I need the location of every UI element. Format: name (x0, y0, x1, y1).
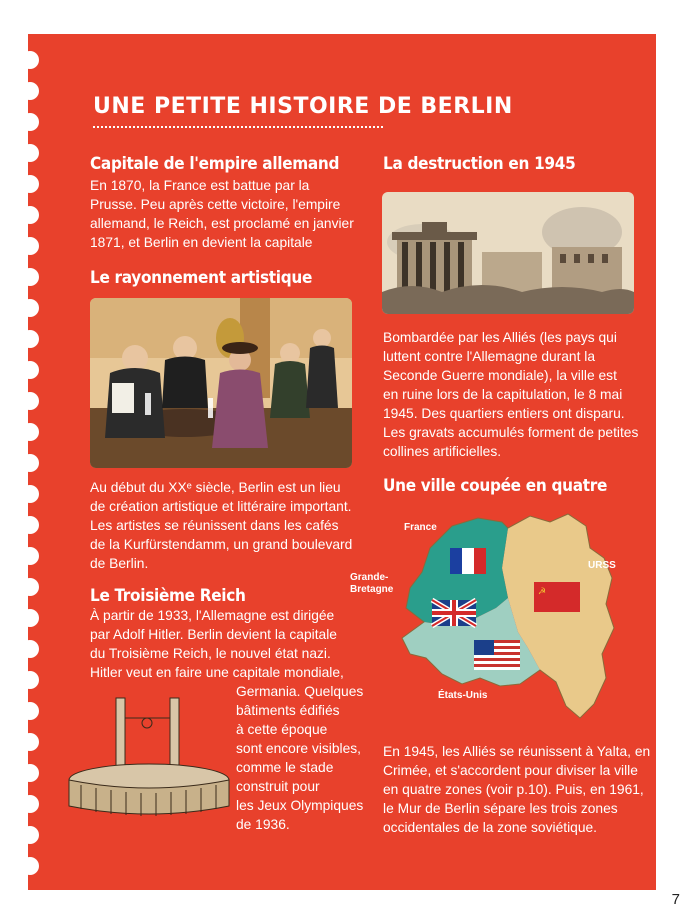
binding-hole (21, 423, 39, 441)
text-line: occidentales de la zone soviétique. (383, 820, 597, 835)
flag-france (450, 548, 486, 574)
map-label-gb: Grande- Bretagne (350, 572, 394, 595)
text-line: sont encore visibles, (236, 741, 362, 756)
binding-hole (21, 392, 39, 410)
binding-hole (21, 82, 39, 100)
binding-hole (21, 485, 39, 503)
binding-hole (21, 516, 39, 534)
text-rayonnement (90, 478, 352, 573)
page-number: 7 (671, 891, 680, 908)
svg-text:☭: ☭ (538, 587, 547, 597)
binding-hole (21, 268, 39, 286)
map-label-france: France (404, 522, 437, 533)
cafe-illustration (90, 298, 352, 468)
text-quatre (383, 742, 650, 837)
binding-hole (21, 702, 39, 720)
text-line: Les artistes se réunissent dans les cafés (90, 518, 339, 533)
binding-hole (21, 361, 39, 379)
text-line: En 1870, la France est battue par la (90, 178, 310, 193)
binding-hole (21, 547, 39, 565)
binding-hole (21, 826, 39, 844)
map-label-us: États-Unis (438, 690, 488, 701)
text-line: bâtiments édifiés (236, 703, 340, 718)
text-line: de création artistique et littéraire important. (90, 499, 352, 514)
text-line: construit pour (236, 779, 320, 794)
text-line: à cette époque (236, 722, 328, 737)
binding-hole (21, 733, 39, 751)
text-line: de Berlin. (90, 556, 149, 571)
olympic-stadium-illustration (66, 688, 232, 820)
flag-usa (474, 640, 520, 670)
text-line: À partir de 1933, l'Allemagne est dirigée (90, 608, 335, 623)
text-line: 1871, et Berlin en devient la capitale (90, 235, 313, 250)
text-line: de 1936. (236, 817, 290, 832)
spiral-binding-holes (0, 0, 60, 918)
binding-hole (21, 175, 39, 193)
text-line: le Mur de Berlin sépare les trois zones (383, 801, 618, 816)
text-line: collines artificielles. (383, 444, 502, 459)
binding-hole (21, 857, 39, 875)
text-line: en ruine lors de la capitulation, le 8 mai (383, 387, 623, 402)
heading-reich: Le Troisième Reich (90, 586, 246, 606)
page-title: UNE PETITE HISTOIRE DE BERLIN (93, 94, 513, 119)
binding-hole (21, 237, 39, 255)
text-capitale (90, 176, 354, 252)
heading-rayonnement: Le rayonnement artistique (90, 268, 313, 288)
flag-urss (534, 582, 580, 612)
text-reich-side (236, 682, 363, 834)
binding-hole (21, 330, 39, 348)
heading-quatre: Une ville coupée en quatre (383, 476, 608, 496)
binding-hole (21, 795, 39, 813)
binding-hole (21, 299, 39, 317)
text-line: Bombardée par les Alliés (les pays qui (383, 330, 617, 345)
binding-hole (21, 113, 39, 131)
text-line: Prusse. Peu après cette victoire, l'empire (90, 197, 341, 212)
text-line: de la Kurfürstendamm, un grand boulevard (90, 537, 353, 552)
text-line: Les gravats accumulés forment de petites (383, 425, 639, 440)
text-destruction (383, 328, 638, 461)
binding-hole (21, 454, 39, 472)
heading-capitale: Capitale de l'empire allemand (90, 154, 340, 174)
binding-hole (21, 578, 39, 596)
text-line: Au début du XXᵉ siècle, Berlin est un lieu (90, 480, 341, 495)
heading-destruction: La destruction en 1945 (383, 154, 576, 174)
text-line: Germania. Quelques (236, 684, 364, 699)
text-line: Crimée, et s'accordent pour diviser la ville (383, 763, 638, 778)
map-label-urss: URSS (588, 560, 616, 571)
title-underline (93, 126, 383, 128)
berlin-zones-map (350, 508, 630, 720)
text-line: en quatre zones (voir p.10). Puis, en 1961, (383, 782, 644, 797)
binding-hole (21, 671, 39, 689)
text-line: luttent contre l'Allemagne durant la (383, 349, 596, 364)
text-line: les Jeux Olympiques (236, 798, 364, 813)
text-line: du Troisième Reich, le nouvel état nazi. (90, 646, 331, 661)
flag-uk (432, 600, 476, 626)
binding-hole (21, 640, 39, 658)
binding-hole (21, 764, 39, 782)
binding-hole (21, 609, 39, 627)
text-reich (90, 606, 344, 682)
text-line: Seconde Guerre mondiale), la ville est (383, 368, 617, 383)
text-line: 1945. Des quartiers entiers ont disparu. (383, 406, 625, 421)
text-line: Hitler veut en faire une capitale mondiale, (90, 665, 344, 680)
text-line: allemand, le Reich, est proclamé en janvier (90, 216, 354, 231)
text-line: par Adolf Hitler. Berlin devient la capitale (90, 627, 337, 642)
binding-hole (21, 144, 39, 162)
text-line: En 1945, les Alliés se réunissent à Yalta, en (383, 744, 651, 759)
text-line: comme le stade (236, 760, 334, 775)
binding-hole (21, 206, 39, 224)
binding-hole (21, 51, 39, 69)
ruins-illustration (382, 192, 634, 314)
